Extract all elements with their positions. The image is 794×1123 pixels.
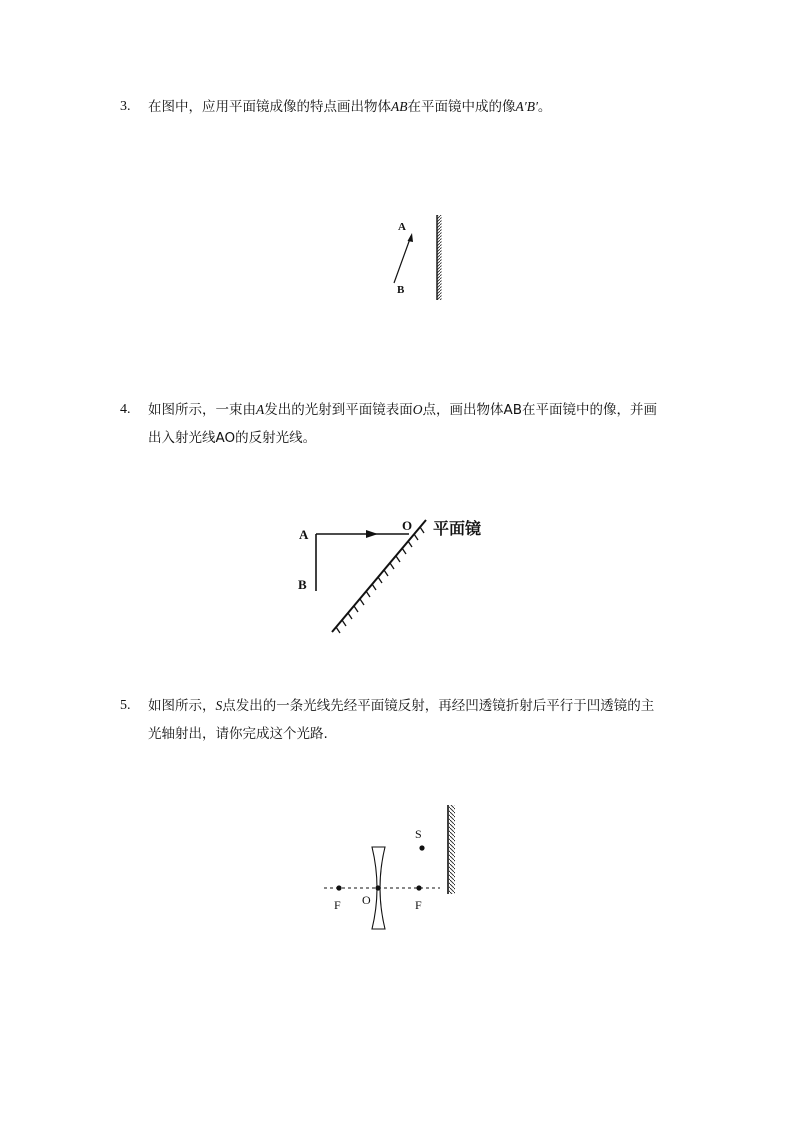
figure-4-diagram [290,510,500,640]
label-f-left: F [334,898,341,912]
figure-5-diagram [318,800,468,940]
label-s: S [415,827,422,841]
question-text: 如图所示，一束由A发出的光射到平面镜表面O点，画出物体AB在平面镜中的像，并画 出入射光线AO的反射光线。 [148,402,657,446]
question-number: 3. [120,99,131,114]
mirror-hatching [336,527,424,633]
arrowhead [408,233,414,242]
question-text: 在图中，应用平面镜成像的特点画出物体AB在平面镜中成的像A′B′。 [148,99,552,115]
figure-3-diagram [380,210,460,310]
question-4 [120,396,680,452]
label-a: A [398,221,406,233]
question-3 [120,93,680,121]
label-b: B [397,284,405,296]
question-5 [120,692,680,748]
focus-right-dot [416,885,421,890]
question-number: 4. [120,402,131,417]
label-o: O [402,518,413,533]
label-a: A [299,527,309,542]
question-number: 5. [120,698,131,713]
mirror-hatching [438,215,442,300]
label-o: O [362,893,371,907]
mirror-label: 平面镜 [433,519,482,538]
point-s-dot [419,845,424,850]
object-ab-arrow [394,236,411,283]
question-text: 如图所示，S点发出的一条光线先经平面镜反射，再经凹透镜折射后平行于凹透镜的主 光轴射出，请你完成这个光路. [148,698,655,742]
focus-left-dot [336,885,341,890]
label-f-right: F [415,898,422,912]
mirror-hatching [449,805,455,894]
optical-center-dot [375,885,380,890]
ray-arrowhead [366,530,378,538]
plane-mirror [332,520,426,632]
label-b: B [298,577,307,592]
